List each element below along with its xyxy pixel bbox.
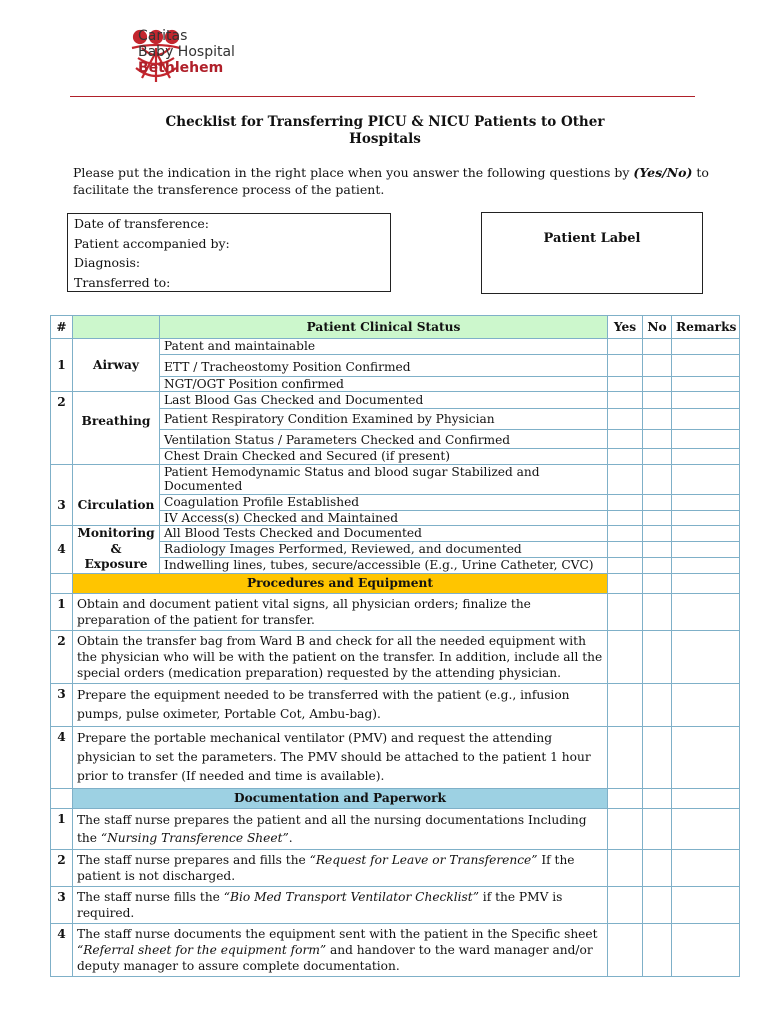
no-cell[interactable] xyxy=(643,339,672,355)
group-label: Monitoring & Exposure xyxy=(73,526,160,574)
no-cell[interactable] xyxy=(643,923,672,976)
remarks-cell[interactable] xyxy=(672,542,740,558)
step-form-name: “Bio Med Transport Ventilator Checklist” xyxy=(223,889,479,904)
table-row xyxy=(51,392,740,409)
no-cell xyxy=(643,573,672,593)
no-cell[interactable] xyxy=(643,376,672,392)
remarks-cell[interactable] xyxy=(672,494,740,510)
section-header-row xyxy=(51,573,740,593)
no-cell[interactable] xyxy=(643,392,672,409)
item-text: Coagulation Profile Established xyxy=(160,494,608,510)
remarks-cell[interactable] xyxy=(672,849,740,886)
yes-cell[interactable] xyxy=(608,510,643,526)
yes-cell[interactable] xyxy=(608,886,643,923)
group-label: Airway xyxy=(73,339,160,392)
group-label-text: Breathing xyxy=(81,413,151,428)
yes-cell xyxy=(608,788,643,808)
table-row xyxy=(51,726,740,788)
remarks-cell[interactable] xyxy=(672,808,740,849)
no-cell[interactable] xyxy=(643,726,672,788)
yes-cell[interactable] xyxy=(608,449,643,465)
item-text: NGT/OGT Position confirmed xyxy=(160,376,608,392)
remarks-cell[interactable] xyxy=(672,376,740,392)
remarks-cell[interactable] xyxy=(672,339,740,355)
instructions-paragraph xyxy=(73,164,713,198)
header-yes: Yes xyxy=(608,316,643,339)
no-cell[interactable] xyxy=(643,409,672,430)
row-number: 1 xyxy=(51,339,73,392)
title-line-1: Checklist for Transferring PICU & NICU Patients to Other xyxy=(165,114,605,130)
step-text-end: if the PMV is required. xyxy=(77,889,563,920)
diagnosis-label: Diagnosis: xyxy=(74,255,141,270)
step-form-name: “Request for Leave or Transference” xyxy=(309,852,538,867)
patient-info-box xyxy=(67,213,391,292)
yes-cell[interactable] xyxy=(608,339,643,355)
table-row xyxy=(51,464,740,494)
header-remarks: Remarks xyxy=(672,316,740,339)
remarks-cell[interactable] xyxy=(672,392,740,409)
item-text: Last Blood Gas Checked and Documented xyxy=(160,392,608,409)
yes-cell[interactable] xyxy=(608,849,643,886)
yes-cell[interactable] xyxy=(608,923,643,976)
header-divider xyxy=(70,96,695,97)
row-number: 3 xyxy=(51,683,73,726)
yes-cell[interactable] xyxy=(608,630,643,683)
step-text: Obtain the transfer bag from Ward B and check for all the needed equipment with the physician who will be with the patient on the transfer. In addition, include all the special orders (medication preparation) requested by the attending physician. xyxy=(73,630,608,683)
item-text: Patient Hemodynamic Status and blood sugar Stabilized and Documented xyxy=(160,464,608,494)
step-text-plain: The staff nurse prepares and fills the xyxy=(77,852,310,867)
table-row xyxy=(51,849,740,886)
yes-cell[interactable] xyxy=(608,376,643,392)
group-label-text: Circulation xyxy=(77,497,155,512)
group-label xyxy=(73,392,160,465)
logo-line-3: Bethlehem xyxy=(138,60,224,76)
no-cell[interactable] xyxy=(643,886,672,923)
step-text-end: . xyxy=(288,830,293,845)
step-text-plain: The staff nurse fills the xyxy=(77,889,224,904)
remarks-cell[interactable] xyxy=(672,683,740,726)
yes-cell[interactable] xyxy=(608,542,643,558)
remarks-cell[interactable] xyxy=(672,409,740,430)
step-text: Prepare the equipment needed to be transferred with the patient (e.g., infusion pumps, pulse oximeter, Portable Cot, Ambu-bag). xyxy=(73,683,608,726)
yes-cell[interactable] xyxy=(608,808,643,849)
no-cell[interactable] xyxy=(643,430,672,449)
step-text xyxy=(73,849,608,886)
item-text: IV Access(s) Checked and Maintained xyxy=(160,510,608,526)
step-text xyxy=(73,808,608,849)
table-row xyxy=(51,683,740,726)
title-line-2: Hospitals xyxy=(349,131,421,147)
no-cell[interactable] xyxy=(643,449,672,465)
yes-cell[interactable] xyxy=(608,392,643,409)
yes-cell[interactable] xyxy=(608,683,643,726)
remarks-cell[interactable] xyxy=(672,526,740,542)
patient-label-title: Patient Label xyxy=(543,231,641,246)
header-no: No xyxy=(643,316,672,339)
remarks-cell[interactable] xyxy=(672,726,740,788)
no-cell[interactable] xyxy=(643,542,672,558)
row-number: 2 xyxy=(51,630,73,683)
step-form-name: “Referral sheet for the equipment form” xyxy=(77,942,327,957)
table-row xyxy=(51,886,740,923)
row-number: 2 xyxy=(51,392,73,465)
yes-cell[interactable] xyxy=(608,526,643,542)
no-cell[interactable] xyxy=(643,510,672,526)
document-title xyxy=(150,114,620,148)
section-num-blank xyxy=(51,573,73,593)
item-text: Chest Drain Checked and Secured (if present) xyxy=(160,449,608,465)
item-text: Ventilation Status / Parameters Checked and Confirmed xyxy=(160,430,608,449)
remarks-cell[interactable] xyxy=(672,449,740,465)
transferred-to-label: Transferred to: xyxy=(74,274,171,290)
table-row xyxy=(51,593,740,630)
remarks-cell[interactable] xyxy=(672,510,740,526)
step-text: Prepare the portable mechanical ventilator (PMV) and request the attending physician to set the parameters. The PMV should be attached to the patient 1 hour prior to transfer (If needed and time is available). xyxy=(73,726,608,788)
yes-cell[interactable] xyxy=(608,593,643,630)
no-cell xyxy=(643,788,672,808)
step-text-end: If the patient is not discharged. xyxy=(77,852,575,883)
yes-cell[interactable] xyxy=(608,354,643,376)
row-number xyxy=(51,464,73,526)
no-cell[interactable] xyxy=(643,526,672,542)
procedures-section-title: Procedures and Equipment xyxy=(73,573,608,593)
yes-cell[interactable] xyxy=(608,464,643,494)
checklist-table xyxy=(50,315,740,977)
step-form-name: “Nursing Transference Sheet” xyxy=(100,830,289,845)
documentation-section-title: Documentation and Paperwork xyxy=(73,788,608,808)
remarks-cell[interactable] xyxy=(672,464,740,494)
row-number: 2 xyxy=(51,849,73,886)
logo-line-2: Baby Hospital xyxy=(138,44,235,60)
no-cell[interactable] xyxy=(643,683,672,726)
logo-line-1: Caritas xyxy=(138,28,188,44)
table-header-row xyxy=(51,316,740,339)
intro-text-before: Please put the indication in the right place when you answer the following questions by xyxy=(73,165,634,180)
item-text: All Blood Tests Checked and Documented xyxy=(160,526,608,542)
no-cell[interactable] xyxy=(643,464,672,494)
remarks-cell[interactable] xyxy=(672,886,740,923)
intro-text-after: to facilitate the transference process of the patient. xyxy=(73,165,709,197)
step-text: Obtain and document patient vital signs, all physician orders; finalize the preparation of the patient for transfer. xyxy=(73,593,608,630)
no-cell[interactable] xyxy=(643,849,672,886)
no-cell[interactable] xyxy=(643,808,672,849)
header-status: Patient Clinical Status xyxy=(160,316,608,339)
section-num-blank xyxy=(51,788,73,808)
remarks-cell[interactable] xyxy=(672,593,740,630)
row-number: 1 xyxy=(51,808,73,849)
remarks-cell xyxy=(672,788,740,808)
no-cell[interactable] xyxy=(643,494,672,510)
item-text: Patent and maintainable xyxy=(160,339,608,355)
table-row xyxy=(51,923,740,976)
yes-cell[interactable] xyxy=(608,494,643,510)
step-text-plain: The staff nurse documents the equipment sent with the patient in the Specific sheet xyxy=(77,926,598,941)
yes-cell[interactable] xyxy=(608,726,643,788)
step-text-end: and handover to the ward manager and/or deputy manager to assure complete documentation. xyxy=(77,942,593,973)
row-number-text: 3 xyxy=(57,497,66,512)
remarks-cell[interactable] xyxy=(672,630,740,683)
item-text: Indwelling lines, tubes, secure/accessible (E.g., Urine Catheter, CVC) xyxy=(160,558,608,574)
remarks-cell[interactable] xyxy=(672,354,740,376)
remarks-cell[interactable] xyxy=(672,923,740,976)
step-text xyxy=(73,923,608,976)
row-number: 3 xyxy=(51,886,73,923)
remarks-cell[interactable] xyxy=(672,558,740,574)
table-row xyxy=(51,630,740,683)
no-cell[interactable] xyxy=(643,558,672,574)
row-number: 4 xyxy=(51,923,73,976)
table-row xyxy=(51,339,740,355)
no-cell[interactable] xyxy=(643,630,672,683)
row-number: 1 xyxy=(51,593,73,630)
row-number: 4 xyxy=(51,726,73,788)
remarks-cell xyxy=(672,573,740,593)
no-cell[interactable] xyxy=(643,593,672,630)
row-number: 4 xyxy=(51,526,73,574)
yes-cell[interactable] xyxy=(608,430,643,449)
step-text-plain: The staff nurse prepares the patient and all the nursing documentations Including the xyxy=(77,812,587,845)
header-num: # xyxy=(51,316,73,339)
table-row xyxy=(51,808,740,849)
date-of-transference-label: Date of transference: xyxy=(74,216,209,231)
group-label xyxy=(73,464,160,526)
yes-cell xyxy=(608,573,643,593)
item-text: ETT / Tracheostomy Position Confirmed xyxy=(160,354,608,376)
yes-cell[interactable] xyxy=(608,558,643,574)
no-cell[interactable] xyxy=(643,354,672,376)
remarks-cell[interactable] xyxy=(672,430,740,449)
hospital-name xyxy=(138,28,235,76)
yes-cell[interactable] xyxy=(608,409,643,430)
item-text: Patient Respiratory Condition Examined by Physician xyxy=(160,409,608,430)
table-row xyxy=(51,526,740,542)
patient-accompanied-label: Patient accompanied by: xyxy=(74,235,230,251)
section-header-row xyxy=(51,788,740,808)
step-text xyxy=(73,886,608,923)
item-text: Radiology Images Performed, Reviewed, and documented xyxy=(160,542,608,558)
intro-emphasis: (Yes/No) xyxy=(633,165,693,180)
header-blank xyxy=(73,316,160,339)
patient-label-box xyxy=(481,212,703,294)
